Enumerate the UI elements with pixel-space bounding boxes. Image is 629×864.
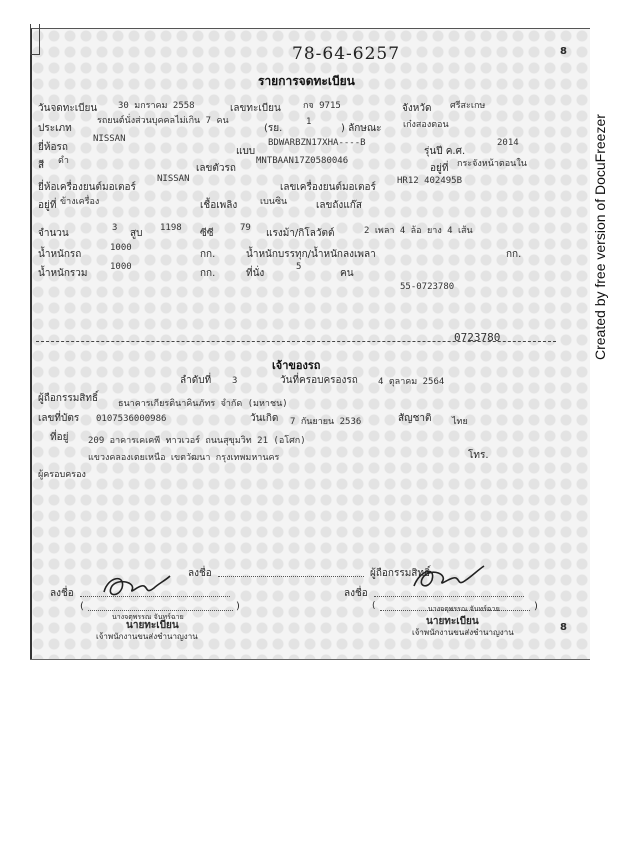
section-separator xyxy=(36,341,556,342)
province: ศรีสะเกษ xyxy=(450,101,486,111)
weight-unit: กก. xyxy=(200,249,216,260)
engine-no-label: เลขเครื่องยนต์มอเตอร์ xyxy=(280,182,376,193)
char-value: เก๋งสองตอน xyxy=(403,120,449,130)
model-year-label: รุ่นปี ค.ศ. xyxy=(424,146,466,157)
page-mark-top: 8 xyxy=(560,46,567,57)
axles-wheels: 2 เพลา 4 ล้อ ยาง 4 เส้น xyxy=(364,226,473,236)
binder-clip-mark xyxy=(30,24,40,55)
address-label: ที่อยู่ xyxy=(50,432,69,443)
rights-holder: ธนาคารเกียรตินาคินภัทร จำกัด (มหาชน) xyxy=(118,399,288,409)
engine-location: ข้างเครื่อง xyxy=(60,197,100,207)
order: 3 xyxy=(232,376,238,386)
possessor-label-cut xyxy=(38,467,86,473)
registration-title: รายการจดทะเบียน xyxy=(258,74,355,88)
chassis-loc: กระจังหน้าตอนใน xyxy=(457,159,527,169)
sign-label-right: ลงชื่อ xyxy=(344,588,368,599)
hp-label: แรงม้า/กิโลวัตต์ xyxy=(266,228,335,239)
load-label: น้ำหนักบรรทุก/น้ำหนักลงเพลา xyxy=(246,249,376,260)
type-label: ประเภท xyxy=(38,123,72,134)
left-position: นายทะเบียน xyxy=(126,620,179,631)
reg-no-label: เลขทะเบียน xyxy=(230,103,281,114)
color-label: สี xyxy=(38,160,45,171)
rights-holder-sign-label: ผู้ถือกรรมสิทธิ์ xyxy=(370,568,431,579)
id-no: 0107536000986 xyxy=(96,414,167,424)
reg-date: 30 มกราคม 2558 xyxy=(118,101,195,111)
sign-label-left: ลงชื่อ xyxy=(50,588,74,599)
docufreezer-watermark: Created by free version of DocuFreezer xyxy=(592,114,608,360)
page-top-edge xyxy=(30,28,590,29)
handwritten-file-number: 78-64-6257 xyxy=(292,44,401,64)
cylinders-label: จำนวน xyxy=(38,228,69,239)
load-unit: กก. xyxy=(506,249,522,260)
sign-label-top-left: ลงชื่อ xyxy=(188,568,212,579)
rights-holder-label: ผู้ถือกรรมสิทธิ์ xyxy=(38,393,99,404)
seats-unit: คน xyxy=(340,268,354,279)
nationality: ไทย xyxy=(452,417,468,427)
left-org: เจ้าพนักงานขนส่งชำนาญงาน xyxy=(96,632,198,641)
serial-cut: 0723780 xyxy=(454,331,501,344)
cc-value: 1198 xyxy=(160,223,182,233)
seats-label: ที่นั่ง xyxy=(246,268,265,279)
page-mark-bottom: 8 xyxy=(560,622,567,633)
right-open-paren: ( xyxy=(372,601,376,611)
brand-label: ยี่ห้อรถ xyxy=(38,142,68,153)
nationality-label: สัญชาติ xyxy=(398,413,432,424)
brand: NISSAN xyxy=(93,134,126,144)
cc-label: ซีซี xyxy=(200,228,214,239)
right-org: เจ้าพนักงานขนส่งชำนาญงาน xyxy=(412,628,514,637)
address-line2: แขวงคลองเตยเหนือ เขตวัฒนา กรุงเทพมหานคร xyxy=(88,453,280,463)
model-label: แบบ xyxy=(236,146,256,157)
char-label: ) ลักษณะ xyxy=(341,123,382,134)
seats: 5 xyxy=(296,262,302,272)
model-year: 2014 xyxy=(497,138,519,148)
page-bottom-edge xyxy=(30,659,590,660)
engine-brand: NISSAN xyxy=(157,174,190,184)
total-weight: 1000 xyxy=(110,262,132,272)
hp-value: 79 xyxy=(240,223,251,233)
possess-label: วันที่ครอบครองรถ xyxy=(280,375,358,386)
total-weight-unit: กก. xyxy=(200,268,216,279)
owner-title: เจ้าของรถ xyxy=(272,359,321,372)
serial-number: 55-0723780 xyxy=(400,282,455,292)
left-close-paren: ) xyxy=(236,601,240,612)
left-official-name: นางจตุพรรณ จันทร์ฉาย xyxy=(112,613,184,621)
order-label: ลำดับที่ xyxy=(180,375,212,386)
right-official-name: นางจตุพรรณ จันทร์ฉาย xyxy=(428,605,500,613)
reg-date-label: วันจดทะเบียน xyxy=(38,103,98,114)
left-name-line xyxy=(88,610,233,611)
signature-left-image xyxy=(96,568,176,602)
vehicle-type: รถยนต์นั่งส่วนบุคคลไม่เกิน 7 คน xyxy=(97,116,229,126)
sign-line-right xyxy=(374,596,524,597)
province-label: จังหวัด xyxy=(402,103,432,114)
fuel-label: เชื้อเพลิง xyxy=(200,200,238,211)
engine-no: HR12 402495B xyxy=(397,176,463,186)
chassis-no: MNTBAAN17Z0580046 xyxy=(256,156,349,166)
color: ดำ xyxy=(58,156,69,166)
cylinder-unit: สูบ xyxy=(130,228,143,239)
possess-date: 4 ตุลาคม 2564 xyxy=(378,377,445,387)
sign-line-top-left xyxy=(218,576,364,577)
fuel: เบนซิน xyxy=(260,197,288,207)
rs-label: (รย. xyxy=(264,123,283,134)
cylinder-count: 3 xyxy=(112,223,118,233)
birth-label: วันเกิด xyxy=(250,413,279,424)
chassis-loc-label: อยู่ที่ xyxy=(430,163,449,174)
id-label: เลขที่บัตร xyxy=(38,413,80,424)
model: BDWARBZN17XHA----B xyxy=(268,138,366,148)
engine-location-label: อยู่ที่ xyxy=(38,200,57,211)
rs-value: 1 xyxy=(306,117,312,127)
reg-no: กจ 9715 xyxy=(303,101,341,111)
weight-label: น้ำหนักรถ xyxy=(38,249,82,260)
right-close-paren: ) xyxy=(534,601,538,612)
right-position: นายทะเบียน xyxy=(426,616,479,627)
total-weight-label: น้ำหนักรวม xyxy=(38,268,88,279)
left-open-paren: ( xyxy=(80,601,84,612)
page-left-edge xyxy=(30,28,32,660)
tel-label: โทร. xyxy=(468,450,489,461)
chassis-label: เลขตัวรถ xyxy=(196,163,236,174)
engine-brand-label: ยี่ห้อเครื่องยนต์มอเตอร์ xyxy=(38,182,136,193)
gas-tank-label: เลขถังแก๊ส xyxy=(316,200,362,211)
signature-right-image xyxy=(408,560,488,594)
weight: 1000 xyxy=(110,243,132,253)
address-line1: 209 อาคารเคเคพี ทาวเวอร์ ถนนสุขุมวิท 21 (อโศก) xyxy=(88,436,306,446)
birth: 7 กันยายน 2536 xyxy=(290,417,362,427)
